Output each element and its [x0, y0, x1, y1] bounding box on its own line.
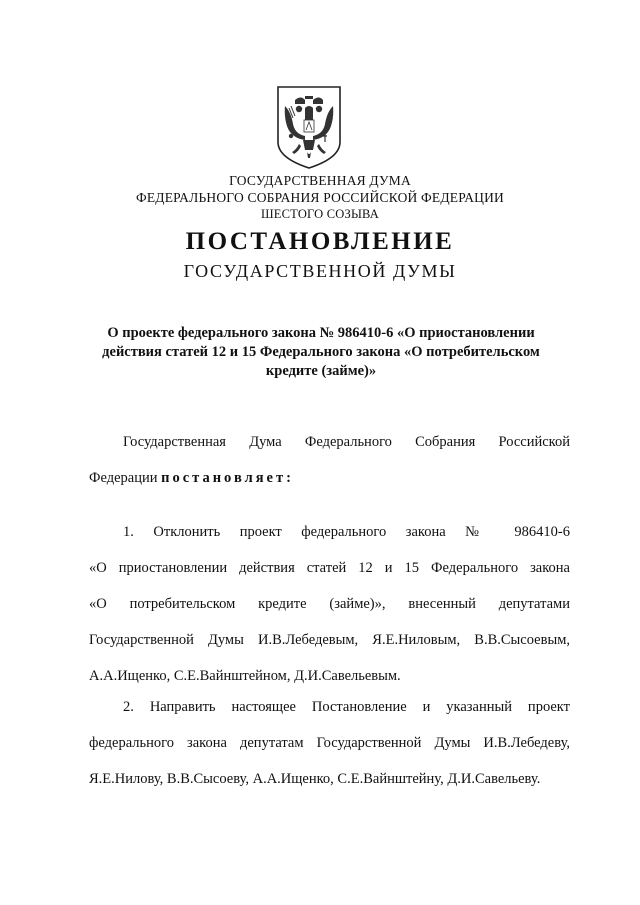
subject-line: кредите (займе)» [265, 363, 377, 379]
resolution-subject [90, 324, 552, 381]
body-line: «О потребительском кредите (займе)», внесенный депутатами [89, 596, 570, 612]
preamble [89, 424, 570, 496]
subject-line: действия статей 12 и 15 Федерального закона «О потребительском [102, 344, 540, 360]
document-type-subtitle: ГОСУДАРСТВЕННОЙ ДУМЫ [183, 261, 457, 281]
subject-line: О проекте федерального закона № 986410-6 «О приостановлении [107, 325, 535, 341]
body-line: 1. Отклонить проект федерального закона № 986410-6 [123, 524, 570, 540]
body-line [89, 460, 570, 496]
decision-word: постановляет: [161, 470, 294, 486]
org-name-line-2: ФЕДЕРАЛЬНОГО СОБРАНИЯ РОССИЙСКОЙ ФЕДЕРАЦИИ [136, 190, 504, 205]
org-name-line-1: ГОСУДАРСТВЕННАЯ ДУМА [229, 173, 411, 188]
coat-of-arms-icon [275, 84, 343, 170]
document-type-title: ПОСТАНОВЛЕНИЕ [185, 228, 455, 255]
preamble-text: Федерации [89, 470, 162, 486]
paragraph-item-2 [89, 689, 570, 797]
body-line: «О приостановлении действия статей 12 и 15 Федерального закона [89, 560, 570, 576]
convocation-line: ШЕСТОГО СОЗЫВА [260, 207, 380, 221]
body-line: Государственной Думы И.В.Лебедевым, Я.Е.Ниловым, В.В.Сысоевым, [89, 632, 570, 648]
body-line: Государственная Дума Федерального Собрания Российской [123, 434, 570, 450]
body-line: 2. Направить настоящее Постановление и указанный проект [123, 699, 570, 715]
body-line: Я.Е.Нилову, В.В.Сысоеву, А.А.Ищенко, С.Е.Вайнштейну, Д.И.Савельеву. [89, 771, 541, 787]
body-line: федерального закона депутатам Государственной Думы И.В.Лебедеву, [89, 735, 570, 751]
body-line: А.А.Ищенко, С.Е.Вайнштейном, Д.И.Савельевым. [89, 668, 401, 684]
paragraph-item-1 [89, 514, 570, 694]
